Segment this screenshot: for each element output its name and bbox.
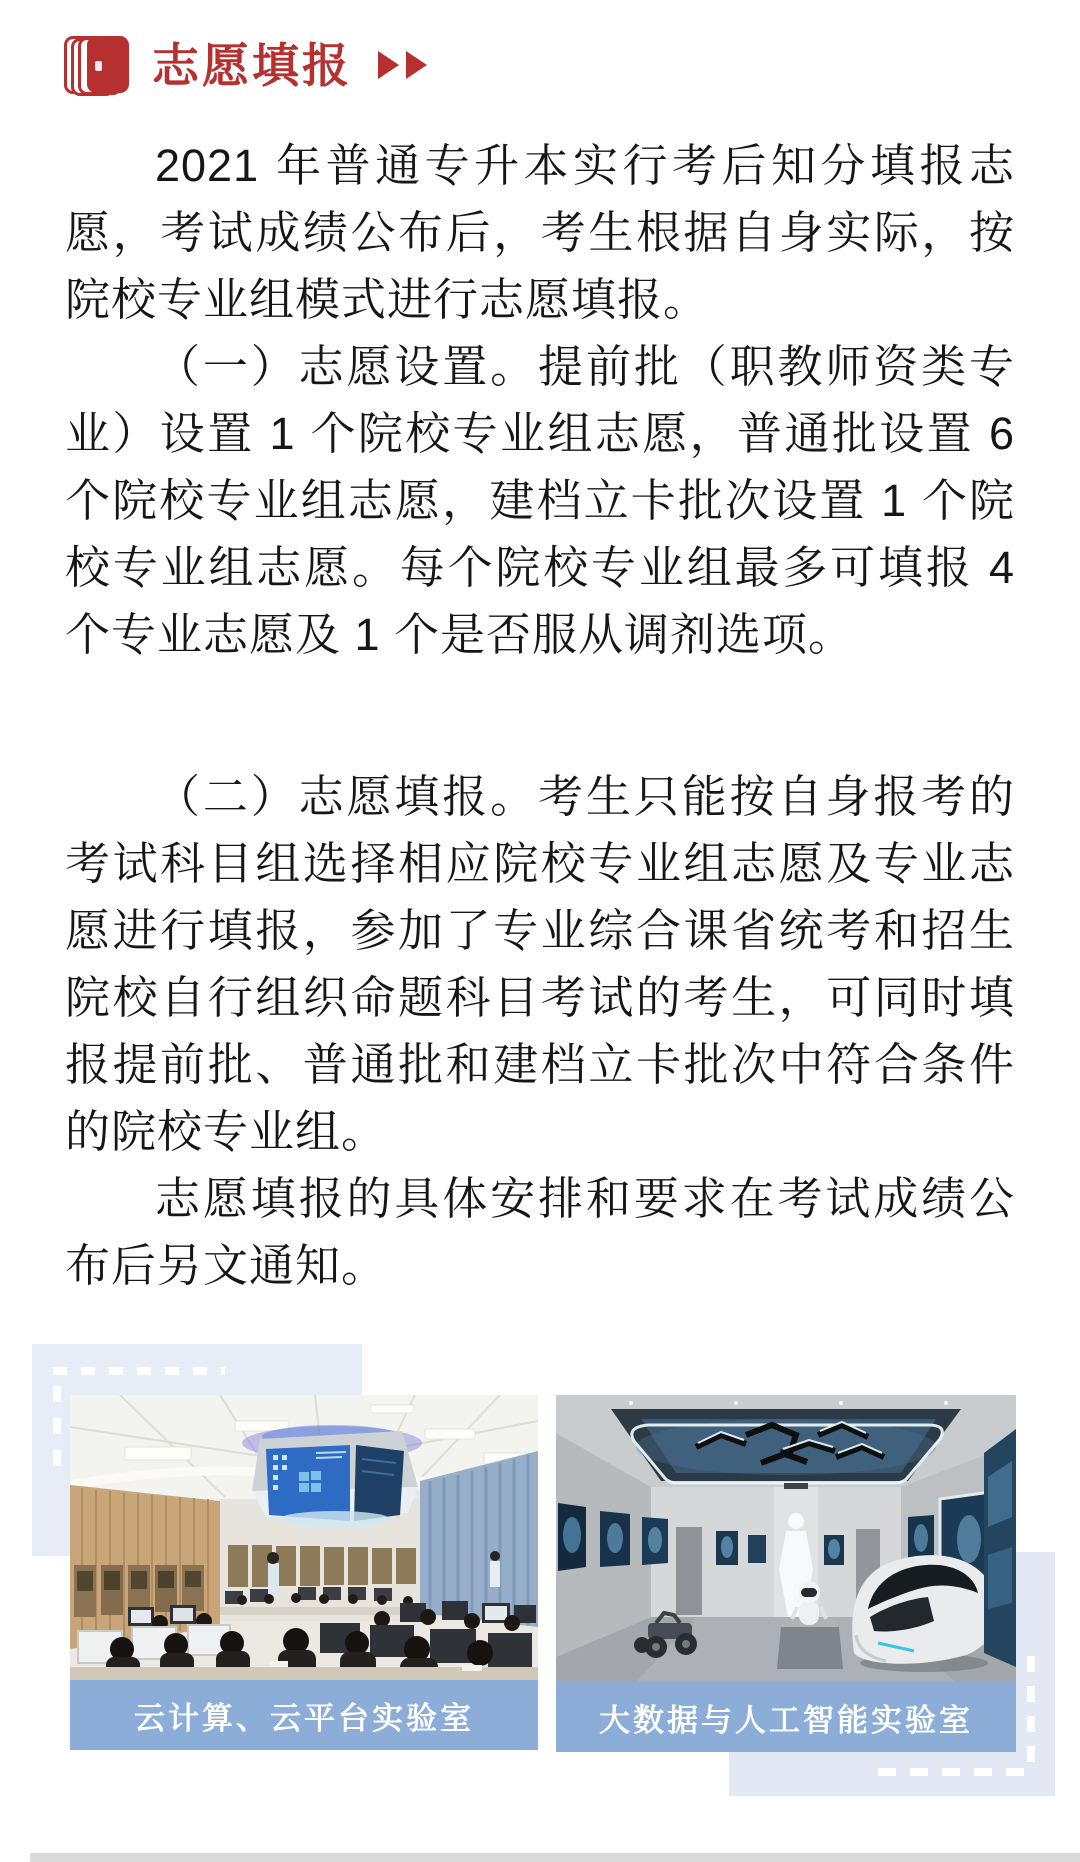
decor-dashed-line-top <box>53 1367 225 1375</box>
stacked-pages-icon <box>64 36 130 94</box>
cloud-lab-photo <box>70 1395 538 1680</box>
paragraph-intro: 2021 年普通专升本实行考后知分填报志愿，考试成绩公布后，考生根据自身实际，按院校专业组模式进行志愿填报。 <box>65 140 1015 325</box>
ai-lab-photo <box>556 1395 1016 1682</box>
section-header <box>64 36 427 94</box>
caption-cloud-lab: 云计算、云平台实验室 <box>70 1680 538 1750</box>
article-body <box>65 132 1015 1299</box>
curtains <box>420 1451 538 1627</box>
decor-dashed-line-right <box>1027 1656 1035 1772</box>
edge-screen <box>984 1429 1016 1667</box>
decor-dashed-line-bottom <box>878 1768 1036 1776</box>
bottom-edge-strip <box>30 1853 1080 1862</box>
door-left <box>676 1527 702 1615</box>
double-arrow-icon <box>378 51 427 79</box>
caption-ai-lab: 大数据与人工智能实验室 <box>556 1682 1016 1752</box>
paragraph-item-1: （一）志愿设置。提前批（职教师资类专业）设置 1 个院校专业组志愿，普通批设置 6 个院校专业组志愿，建档立卡批次设置 1 个院校专业组志愿。每个院校专业组最多可填报 4 个专业志愿及 1 个是否服从调剂选项。 <box>65 341 1015 660</box>
paragraph-item-2: （二）志愿填报。考生只能按自身报考的考试科目组选择相应院校专业组志愿及专业志愿进行填报，参加了专业综合课省统考和招生院校自行组织命题科目考试的考生，可同时填报提前批、普通批和建档立卡批次中符合条件的院校专业组。 <box>65 771 1015 1157</box>
gallery-item-ai-lab <box>556 1395 1016 1752</box>
near-row <box>70 1623 538 1680</box>
gallery-item-cloud-lab <box>70 1395 538 1750</box>
page-title: 志愿填报 <box>152 38 352 92</box>
paragraph-notice: 志愿填报的具体安排和要求在考试成绩公布后另文通知。 <box>65 1173 1015 1291</box>
decor-dashed-line-left <box>53 1386 61 1472</box>
hanging-display <box>242 1425 422 1527</box>
